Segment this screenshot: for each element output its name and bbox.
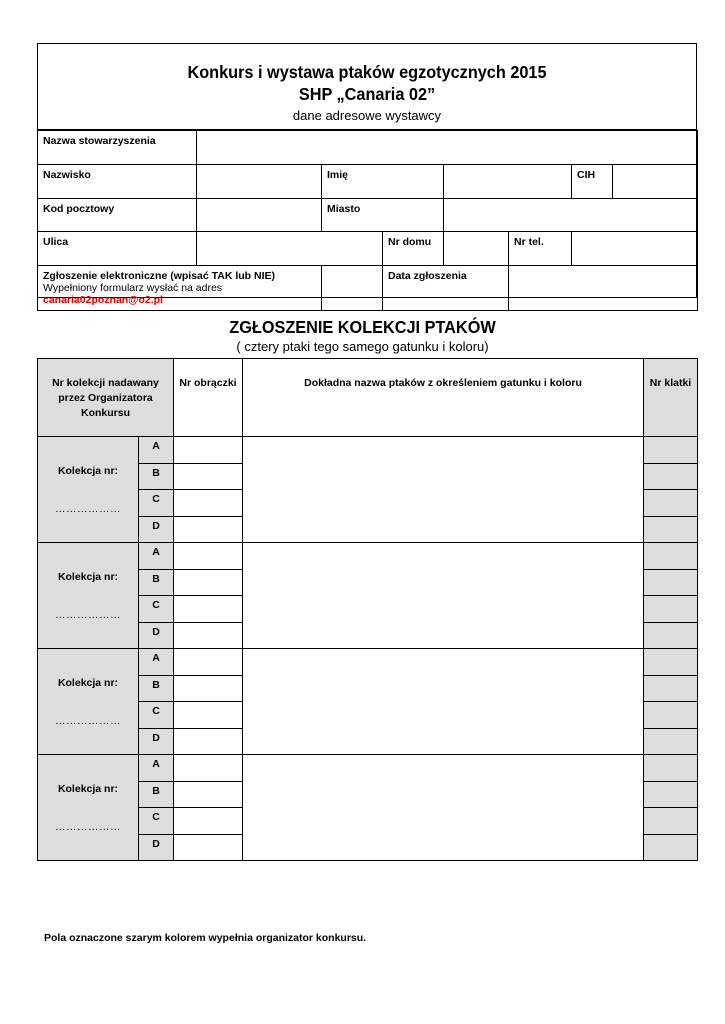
exhibitor-form xyxy=(37,43,697,306)
cage-number-field[interactable] xyxy=(644,781,698,808)
bird-letter: D xyxy=(139,834,174,861)
bird-name-field[interactable] xyxy=(243,437,644,543)
cage-number-field[interactable] xyxy=(644,543,698,570)
ring-number-field[interactable] xyxy=(174,569,243,596)
form-title-club: SHP „Canaria 02” xyxy=(298,84,436,104)
cage-number-field[interactable] xyxy=(644,675,698,702)
bird-row xyxy=(38,755,698,782)
cage-number-field[interactable] xyxy=(644,702,698,729)
ring-number-field[interactable] xyxy=(174,543,243,570)
association-field[interactable] xyxy=(197,131,698,165)
house-number-label: Nr domu xyxy=(383,232,444,266)
cage-number-field[interactable] xyxy=(644,516,698,543)
cage-number-field[interactable] xyxy=(644,596,698,623)
postal-code-label: Kod pocztowy xyxy=(38,199,197,232)
bird-letter: A xyxy=(139,543,174,570)
street-field[interactable] xyxy=(197,232,383,266)
cage-number-field[interactable] xyxy=(644,622,698,649)
surname-field[interactable] xyxy=(197,165,322,199)
bird-letter: C xyxy=(139,490,174,517)
collection-label: Kolekcja nr: xyxy=(57,782,119,795)
submission-date-field[interactable] xyxy=(509,266,698,311)
cih-label: CIH xyxy=(572,165,613,199)
submission-date-label: Data zgłoszenia xyxy=(383,266,509,311)
address-table xyxy=(37,130,698,311)
form-title: Konkurs i wystawa ptaków egzotycznych 2015 xyxy=(187,62,547,82)
ring-number-header: Nr obrączki xyxy=(174,359,243,437)
ring-number-field[interactable] xyxy=(174,808,243,835)
cage-number-header: Nr klatki xyxy=(644,359,698,437)
bird-name-field[interactable] xyxy=(243,649,644,755)
cage-number-field[interactable] xyxy=(644,490,698,517)
collection-number-dots: ……………… xyxy=(55,714,121,727)
form-subtitle: dane adresowe wystawcy xyxy=(292,108,442,123)
bird-letter: D xyxy=(139,728,174,755)
ring-number-field[interactable] xyxy=(174,437,243,464)
collection-number-cell[interactable] xyxy=(38,649,139,755)
bird-letter: C xyxy=(139,702,174,729)
postal-code-field[interactable] xyxy=(197,199,322,232)
ring-number-field[interactable] xyxy=(174,755,243,782)
ring-number-field[interactable] xyxy=(174,728,243,755)
collection-number-cell[interactable] xyxy=(38,437,139,543)
cage-number-field[interactable] xyxy=(644,808,698,835)
cage-number-field[interactable] xyxy=(644,437,698,464)
collection-rows xyxy=(38,437,698,861)
collection-number-dots: ……………… xyxy=(55,608,121,621)
bird-letter: B xyxy=(139,675,174,702)
section-title: ZGŁOSZENIE KOLEKCJI PTAKÓW xyxy=(229,317,496,337)
collection-label: Kolekcja nr: xyxy=(57,570,119,583)
electronic-submission-field[interactable] xyxy=(322,266,383,311)
collection-section-heading xyxy=(0,316,725,355)
surname-label: Nazwisko xyxy=(38,165,197,199)
ring-number-field[interactable] xyxy=(174,596,243,623)
section-subtitle: ( cztery ptaki tego samego gatunku i koloru) xyxy=(236,339,489,354)
association-label: Nazwa stowarzyszenia xyxy=(38,131,197,165)
bird-letter: C xyxy=(139,808,174,835)
bird-letter: A xyxy=(139,649,174,676)
cage-number-field[interactable] xyxy=(644,649,698,676)
cage-number-field[interactable] xyxy=(644,728,698,755)
ring-number-field[interactable] xyxy=(174,516,243,543)
phone-label: Nr tel. xyxy=(509,232,572,266)
cage-number-field[interactable] xyxy=(644,569,698,596)
bird-letter: B xyxy=(139,463,174,490)
bird-name-field[interactable] xyxy=(243,755,644,861)
footer-note: Pola oznaczone szarym kolorem wypełnia organizator konkursu. xyxy=(44,932,367,944)
bird-letter: A xyxy=(139,437,174,464)
electronic-submission-text: Zgłoszenie elektroniczne (wpisać TAK lub NIE) xyxy=(43,270,276,282)
phone-field[interactable] xyxy=(572,232,698,266)
bird-letter: D xyxy=(139,516,174,543)
house-number-field[interactable] xyxy=(444,232,509,266)
ring-number-field[interactable] xyxy=(174,490,243,517)
email-note: Wypełniony formularz wysłać na adres xyxy=(43,282,223,294)
cih-field[interactable] xyxy=(613,165,698,199)
collection-number-dots: ……………… xyxy=(55,502,121,515)
ring-number-field[interactable] xyxy=(174,675,243,702)
collection-label: Kolekcja nr: xyxy=(57,676,119,689)
email-link[interactable]: canaria02poznan@o2.pl xyxy=(43,294,163,306)
ring-number-field[interactable] xyxy=(174,781,243,808)
first-name-label: Imię xyxy=(322,165,444,199)
bird-name-field[interactable] xyxy=(243,543,644,649)
collection-label: Kolekcja nr: xyxy=(57,464,119,477)
collection-table xyxy=(37,358,698,861)
collection-number-dots: ……………… xyxy=(55,820,121,833)
city-field[interactable] xyxy=(444,199,698,232)
cage-number-field[interactable] xyxy=(644,834,698,861)
bird-letter: C xyxy=(139,596,174,623)
cage-number-field[interactable] xyxy=(644,755,698,782)
ring-number-field[interactable] xyxy=(174,463,243,490)
ring-number-field[interactable] xyxy=(174,702,243,729)
title-area xyxy=(38,44,696,130)
bird-row xyxy=(38,437,698,464)
street-label: Ulica xyxy=(38,232,197,266)
first-name-field[interactable] xyxy=(444,165,572,199)
collection-number-header: Nr kolekcji nadawany przez Organizatora Konkursu xyxy=(38,359,174,437)
bird-letter: B xyxy=(139,781,174,808)
bird-row xyxy=(38,649,698,676)
bird-letter: A xyxy=(139,755,174,782)
city-label: Miasto xyxy=(322,199,444,232)
collection-number-cell[interactable] xyxy=(38,543,139,649)
ring-number-field[interactable] xyxy=(174,834,243,861)
bird-row xyxy=(38,543,698,570)
cage-number-field[interactable] xyxy=(644,463,698,490)
electronic-submission-label xyxy=(38,266,322,311)
bird-letter: B xyxy=(139,569,174,596)
ring-number-field[interactable] xyxy=(174,622,243,649)
collection-number-cell[interactable] xyxy=(38,755,139,861)
ring-number-field[interactable] xyxy=(174,649,243,676)
bird-name-header: Dokładna nazwa ptaków z określeniem gatunku i koloru xyxy=(243,359,644,437)
bird-letter: D xyxy=(139,622,174,649)
